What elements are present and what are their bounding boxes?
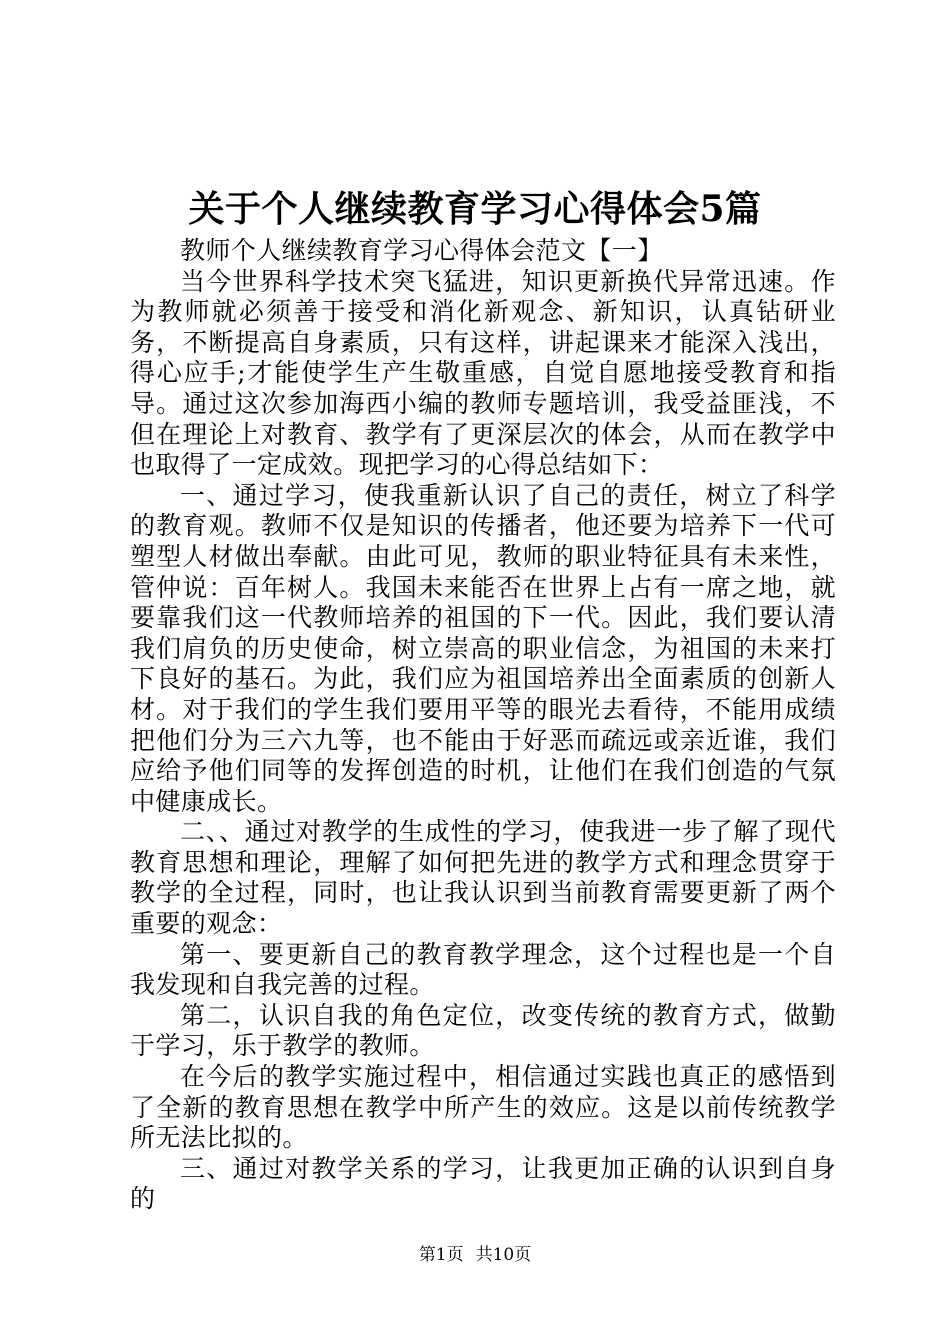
body-paragraph: 一、通过学习，使我重新认识了自己的责任，树立了科学的教育观。教师不仅是知识的传播者，他还要为培养下一代可塑型人材做出奉献。由此可见，教师的职业特征具有未来性，管仲说：百年树人。我国未来能否在世界上占有一席之地，就要靠我们这一代教师培养的祖国的下一代。因此，我们要认清我们肩负的历史使命，树立崇高的职业信念，为祖国的未来打下良好的基石。为此，我们应为祖国培养出全面素质的创新人材。对于我们的学生我们要用平等的眼光去看待，不能用成绩把他们分为三六九等，也不能由于好恶而疏远或亲近谁，我们应给予他们同等的发挥创造的时机，让他们在我们创造的气氛中健康成长。 (130, 480, 836, 816)
page-total: 共10页 (475, 1245, 532, 1265)
page-footer (0, 1244, 950, 1266)
body-paragraph: 当今世界科学技术突飞猛进，知识更新换代异常迅速。作为教师就必须善于接受和消化新观念、新知识，认真钻研业务，不断提高自身素质，只有这样，讲起课来才能深入浅出，得心应手;才能使学生产生敬重感，自觉自愿地接受教育和指导。通过这次参加海西小编的教师专题培训，我受益匪浅，不但在理论上对教育、教学有了更深层次的体会，从而在教学中也取得了一定成效。现把学习的心得总结如下： (130, 266, 836, 480)
document-title: 关于个人继续教育学习心得体会5篇 (188, 188, 762, 230)
body-paragraph: 第二，认识自我的角色定位，改变传统的教育方式，做勤于学习，乐于教学的教师。 (130, 1000, 836, 1061)
body-paragraph: 第一、要更新自己的教育教学理念，这个过程也是一个自我发现和自我完善的过程。 (130, 939, 836, 1000)
body-paragraph: 三、通过对教学关系的学习，让我更加正确的认识到自身的 (130, 1153, 836, 1214)
document-body (130, 236, 836, 1215)
body-paragraph: 二、、通过对教学的生成性的学习，使我进一步了解了现代教育思想和理论，理解了如何把先进的教学方式和理念贯穿于教学的全过程，同时，也让我认识到当前教育需要更新了两个重要的观念： (130, 817, 836, 939)
section-heading: 教师个人继续教育学习心得体会范文【一】 (180, 236, 663, 265)
page-number: 第1页 (418, 1245, 464, 1265)
body-paragraph: 在今后的教学实施过程中，相信通过实践也真正的感悟到了全新的教育思想在教学中所产生的效应。这是以前传统教学所无法比拟的。 (130, 1062, 836, 1153)
